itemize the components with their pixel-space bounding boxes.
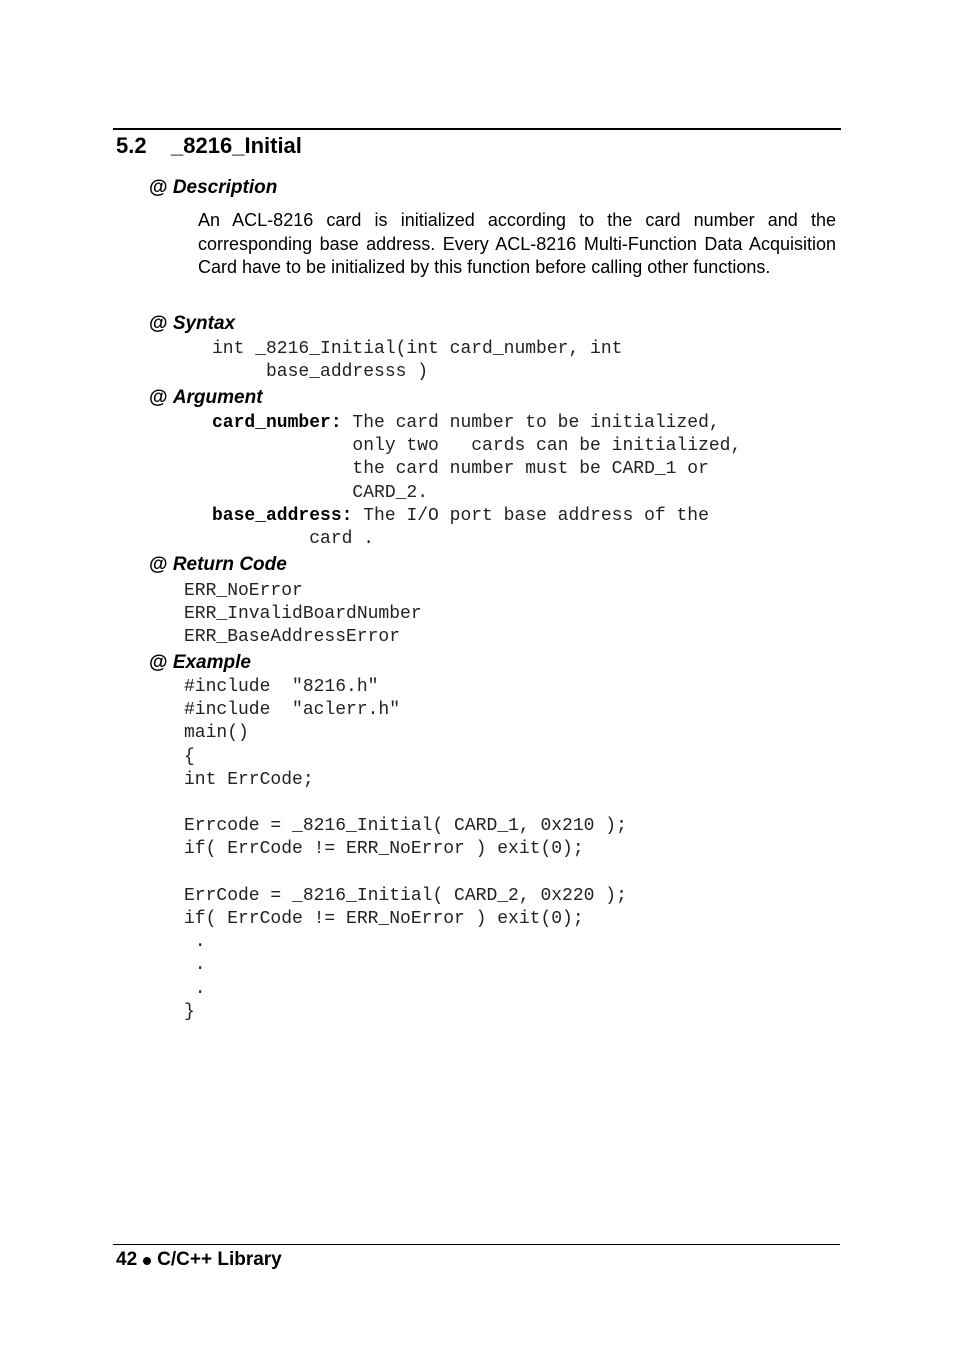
- example-heading: @ Example: [149, 652, 251, 673]
- return-code-item: ERR_BaseAddressError: [184, 627, 401, 648]
- argument-text: CARD_2.: [212, 482, 429, 503]
- code-line: [184, 792, 627, 815]
- section-title: _8216_Initial: [171, 133, 302, 158]
- code-line: .: [184, 978, 206, 999]
- code-line: ErrCode = _8216_Initial( CARD_2, 0x220 );: [184, 885, 627, 906]
- code-line: [184, 862, 627, 885]
- code-line: Errcode = _8216_Initial( CARD_1, 0x210 );: [184, 816, 627, 837]
- argument-name: card_number:: [212, 413, 342, 433]
- code-line: if( ErrCode != ERR_NoError ) exit(0);: [184, 909, 584, 930]
- syntax-code: [212, 338, 622, 384]
- code-line: }: [184, 1001, 195, 1022]
- syntax-line: int _8216_Initial(int card_number, int: [212, 339, 623, 359]
- code-line: {: [184, 746, 195, 767]
- page-footer: [116, 1248, 282, 1272]
- syntax-line: base_addresss ): [212, 362, 429, 383]
- argument-card-number: [212, 412, 741, 435]
- code-line: #include "aclerr.h": [184, 700, 401, 721]
- return-code-heading: @ Return Code: [149, 554, 287, 575]
- argument-name: base_address:: [212, 505, 353, 526]
- argument-heading: @ Argument: [149, 387, 263, 408]
- description-text: An ACL-8216 card is initialized according to the card number and the corresponding base address. Every ACL-8216 Multi-Function Data Acquisition Card have to be initialized by this function before calling other functions.: [198, 210, 836, 277]
- argument-list: [212, 412, 741, 551]
- return-code-item: ERR_NoError: [184, 581, 303, 601]
- code-line: .: [184, 955, 206, 976]
- example-code: [184, 676, 627, 1024]
- syntax-heading: @ Syntax: [149, 313, 236, 334]
- footer-title: C/C++ Library: [157, 1249, 282, 1270]
- argument-text: only two cards can be initialized,: [212, 436, 742, 457]
- header-rule: [113, 128, 841, 130]
- argument-text: card .: [212, 529, 375, 550]
- footer-rule: [113, 1244, 840, 1245]
- return-code-list: [184, 580, 422, 650]
- code-line: main(): [184, 723, 249, 744]
- page-number: 42: [116, 1249, 138, 1270]
- section-heading: [116, 131, 302, 161]
- argument-base-address: [212, 505, 741, 528]
- code-line: int ErrCode;: [184, 769, 314, 790]
- code-line: if( ErrCode != ERR_NoError ) exit(0);: [184, 839, 584, 860]
- argument-text: The I/O port base address of the: [352, 505, 709, 526]
- code-line: #include "8216.h": [184, 677, 379, 697]
- code-line: .: [184, 932, 206, 953]
- bullet-icon: [143, 1257, 151, 1265]
- section-number: 5.2: [116, 133, 147, 158]
- argument-text: The card number to be initialized,: [341, 413, 720, 433]
- return-code-item: ERR_InvalidBoardNumber: [184, 604, 422, 625]
- argument-text: the card number must be CARD_1 or: [212, 459, 709, 480]
- description-heading: @ Description: [149, 177, 278, 198]
